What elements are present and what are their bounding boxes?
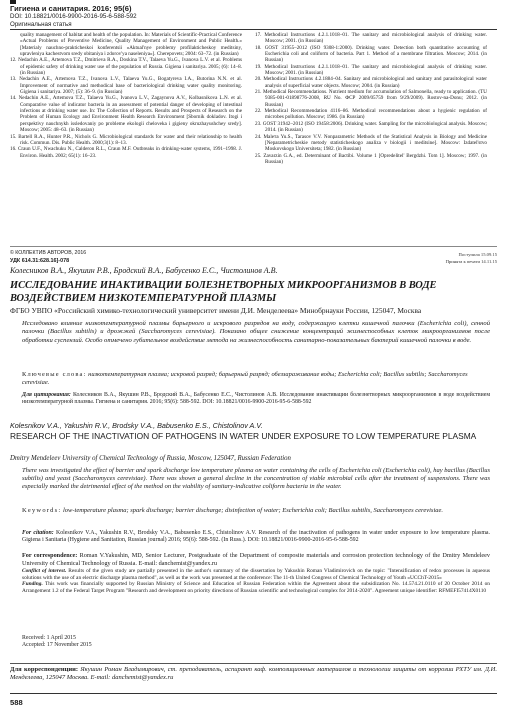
funding-statement [22, 581, 490, 594]
article-type: Оригинальная статья [10, 21, 72, 28]
received-date-note: Поступила 15.09.15 [458, 252, 497, 257]
header-divider [10, 29, 497, 30]
correspondence-label-ru: Для корреспонденции: [10, 666, 79, 673]
article-title-ru: ИССЛЕДОВАНИЕ ИНАКТИВАЦИИ БОЛЕЗНЕТВОРНЫХ МИКРООРГАНИЗМОВ В ВОДЕ ВОЗДЕЙСТВИЕМ НИЗКОТЕМПЕРАТУРНОЙ ПЛАЗМЫ [10, 280, 437, 304]
reference-item: 12. Nedachin A.E., Artemova T.Z., Dmitrieva R.A., Doskina T.V., Talaeva Yu.G., Ivanova L.V. et al. Problems of epidemic safety of drinking water use of the population of Russia. Gigiena i sanitariya. 2005; (6): 14–8. (in Russian) [10, 57, 242, 77]
reference-item: 25. Zavarzin G.A., ed. Determinant of Bactibi. Volume 1 [Opredelitel' Bergdzhi. Tom 1]. Moscow; 1997. (in Russian) [255, 152, 487, 165]
affiliation-ru: ФГБО УВПО «Российский химико-технологический университет имени Д.И. Менделеева» Минобрнауки России, 125047, Москва [10, 306, 422, 315]
footer-divider [10, 693, 497, 694]
citation-label-ru: Для цитирования: [22, 392, 71, 398]
funding-text: This work was financially supported by Russian Ministry of Science and Education of Russian Federation within the Agreement about the subsidization No. 14.574.21.0110 of 20 October 2014 on Arrangement 1.2 of the Federal Target Program "Research and development on priority directions of Russian scientific and technological complex for 2014-2020". Agreement unique identifier: RFMEFI57414X0110 [22, 581, 490, 595]
correspondence-en [22, 552, 490, 567]
keywords-en [22, 507, 490, 515]
udc-code: УДК 614.31:628.16]-078 [10, 258, 70, 264]
keywords-text-en: low-temperature plasma; spark discharge; barrier discharge; disinfection of water; Escherichia coli; Bacillus subtilis, Saccharomyces cerevisiae. [62, 507, 444, 514]
running-header [10, 4, 497, 29]
funding-label: Funding. [22, 581, 43, 588]
correspondence-text-ru: Якушин Роман Владимирович, ст. преподаватель, аспирант каф. композиционных материалов и технологии защиты от коррозии РХТУ им. Д.И. Менделеева, 125047 Москва. E-mail: danchemist@yandex.ru [10, 666, 498, 681]
abstract-ru: Исследовано влияние низкотемпературной плазмы барьерного и искрового разрядов на воду, содержащую клетки кишечной палочки (Escherichia coli), сенной палочки (Bacillus subtilis) и дрожжей (Saccharomyces cerevisiae). Показано общее снижение концентраций жизнеспособных клеток микроорганизмов после обработки суспензий. Особо отмечено губительное воздействие метода на жизнеспособность санитарно-показательных бактерий кишечной палочки в воде. [22, 320, 490, 344]
authors-en: Kolesnikov V.A., Yakushin R.V., Brodsky V.A., Babusenko E.S., Chistolinov A.V. [10, 421, 263, 430]
reference-item: 18. GOST 31955–2012 (ISO 9308-1:2000). Drinking water. Detection both quantitative accounting of Escherichia coli and coliform of bacteria. Part 1. Method of a membrane filtration. Moscow; 2014. (in Russian) [255, 44, 487, 64]
reference-item: 22. Methodical Recommendation 4116–86. Methodical recommendations about a hygienic regulation of microbes pollution. Moscow; 1986. (in Russian) [255, 108, 487, 121]
citation-label-en: For citation: [22, 530, 54, 536]
received-date: Received: 1 April 2015 [22, 635, 76, 641]
reference-item: 24. Malета Yu.S., Tarasov V.V. Nonparametric Methods of the Statistical Analysis in Biology and Medicine [Neparametricheskie metody statisticheskogo analiza v biologii i meditsine]. Moscow: Izdatel'stvo Moskovskogo Universiteta; 1982. (in Russian) [255, 133, 487, 153]
reference-item: 15. Bartell R.A., Hunter P.R., Nichols G. Microbiological standards for water and their relationship to health risk. Commun. Dis. Public Health. 2000;3(1): 8–13. [10, 133, 242, 146]
reference-item: 14. Nedachin A.E., Artemova T.Z., Talaeva Yu.G., Ivanova L.V., Zagaynova A.V., Kolbasnikova L.N. et al. Comparative value of indicator bacteria in an assessment of potential danger of developing of intestinal infections at drinking water use. In: The Collection of Reports. Results and Prospects of Research on the Problem of Human Ecology and Environment Health Research Environment [Sbornik dokladov. Itogi i perspektivy nauchnykh issledovaniy po probleme ekologii cheloveka i gigieny okruzhayushchey sredy]. Moscow; 2005: 48–63. (in Russian) [10, 95, 242, 134]
citation-text-en: Kolesnikov V.A., Yakushin R.V., Brodsky V.A., Babusenko E.S., Chistolinov A.V. Research of the inactivation of pathogens in water under exposure to low temperature plasma. Gigiena i Sanitaria (Hygiene and Sanitation, Russian journal) 2016; 95(6): 588-592. (In Russ.). DOI: 10.18821/0016-9900-2016-95-6-588-592 [22, 530, 490, 544]
header-doi[interactable]: DOI: 10.18821/0016-9900-2016-95-6-588-592 [10, 13, 137, 20]
keywords-label-en: Keywords: [22, 507, 62, 514]
affiliation-en: Dmitry Mendeleev University of Chemical Technology of Russia, Moscow, 125047, Russian Federation [10, 455, 291, 462]
keywords-text-ru: низкотемпературная плазма; искровой разряд; барьерный разряд; обеззараживание воды; Escherichia coli; Bacillus subtilis; Saccharomyces cerevisiae. [22, 371, 468, 387]
received-accepted [22, 635, 92, 649]
accepted-date-note: Принята к печати 14.11.15 [445, 259, 497, 264]
correspondence-label-en: For correspondence: [22, 552, 78, 559]
abstract-en: There was investigated the effect of barrier and spark discharge low temperature plasma on water containing the cells of Escherichia coli (Escherichia coli), hay bacillus (Bacillus subtilis) and yeast (Saccharomyces cerevisiae). There was shown a general decline in the concentration of viable microbial cells after the treatment of suspensions. There was especially marked the detrimental effect of the method on the viability of sanitary-indicative coliform bacteria in the water. [22, 467, 490, 491]
citation-text-ru: Колесников В.А., Якушин Р.В., Бродский В.А., Бабусенко Е.С., Чистолинов А.В. Исследование инактивации болезнетворных микроорганизмов в воде воздействием низкотемпературной плазмы. Гигиена и санитария. 2016; 95(6): 588-592. DOI: 10.18821/0016-9900-2016-95-6-588-592 [22, 392, 491, 405]
conflict-text: Results of the given study are partially presented in the author's summary of the dissertation by Yakushin Roman Vladimirovich on the topic: "Intensification of redox processes in aqueous solutions with the use of an electric discharge plasma method", as well as the work was presented at the conference: The 11-th United Congress of Chemical Technology of Youth «UCChT-2015» [22, 568, 490, 581]
copyright-line: © КОЛЛЕКТИВ АВТОРОВ, 2016 [10, 250, 87, 256]
conflict-funding-block [22, 568, 490, 595]
accepted-date: Accepted: 17 November 2015 [22, 642, 92, 649]
citation-ru [22, 392, 490, 406]
references-column-right [255, 32, 487, 165]
correspondence-text-en: Roman V.Yakushin, MD, Senior Lecturer, Postgraduate of the Department of composite materials and corrosion protection technology of the Dmitry Mendeleev University of Chemical Technology of Russia. E-mail: danchemist@yandex.ru [22, 552, 490, 567]
conflict-of-interest [22, 568, 490, 581]
keywords-ru [22, 371, 490, 387]
reference-item: 16. Craun U.F., Nwachuku N., Calderon R.L., Craun M.F. Outbreaks in drinking-water systems, 1991–1998. J. Environ. Health. 2002; 65(1): 16–23. [10, 146, 242, 159]
conflict-label: Conflict of interest. [22, 568, 67, 574]
references-column-left [10, 32, 242, 159]
keywords-label-ru: Ключевые слова: [22, 371, 87, 378]
page-number: 588 [10, 698, 23, 707]
article-title-en: RESEARCH OF THE INACTIVATION OF PATHOGENS IN WATER UNDER EXPOSURE TO LOW TEMPERATURE PLASMA [10, 431, 477, 441]
authors-ru: Колесников В.А., Якушин Р.В., Бродский В.А., Бабусенко Е.С., Чистолинов А.В. [10, 266, 278, 275]
section-divider [10, 246, 497, 247]
reference-item: 13. Nedachin A.E., Artemova T.Z., Ivanova L.V., Talaeva Yu.G., Bogatyreva I.A., Butorina N.N. et al. Improvement of normative and methodical base of bacteriological drinking water quality monitoring. Gigiena i sanitariya. 2007; (5): 36–9. (in Russian) [10, 76, 242, 96]
journal-title: Гигиена и санитария. 2016; 95(6) [10, 4, 132, 13]
reference-item: 17. Methodical Instructions 4.2.1.1018–01. The sanitary and microbiological analysis of drinking water. Moscow; 2001. (in Russian) [255, 32, 487, 45]
reference-item: 21. Methodical Recommendations. Nutrient medium for accumulation of Salmonella, ready to application. (TU 9385-001-01898776-2008, RU No. ФСР 2009/05759 from 9/29/2009). Rostov-na-Donu; 2012. (in Russian) [255, 89, 487, 108]
reference-item: 20. Methodical Instructions 4.2.1884–04. Sanitary and microbiological and sanitary and parasitological water analysis of superficial water objects. Moscow; 2004. (in Russian) [255, 76, 487, 89]
citation-en [22, 530, 490, 544]
reference-item: quality management of habitat and health of the population. In: Materials of Scientific-Practical Conference «Actual Problems of Preventive Medicine, Quality Management of Environment and Public Health.» [Materialy nauchno-prakticheskoi konferentsii «Aktual'nye problemy profilakticheskoy meditsiny, upravleniya kachestvom sredy obitaniya i zdorov'ya naseleniya»]. Cherepovets; 2004: 63–72. (in Russian) [20, 32, 242, 58]
correspondence-ru [10, 663, 497, 682]
reference-item: 19. Methodical Instructions 4.2.1.1018–01. The sanitary and microbiological analysis of drinking water. Moscow; 2001. (in Russian) [255, 63, 487, 77]
reference-item: 23. GOST 31942–2012 (ISO 19458:2006). Drinking water. Sampling for the microbiological analysis. Moscow; 2014. (in Russian) [255, 120, 487, 134]
